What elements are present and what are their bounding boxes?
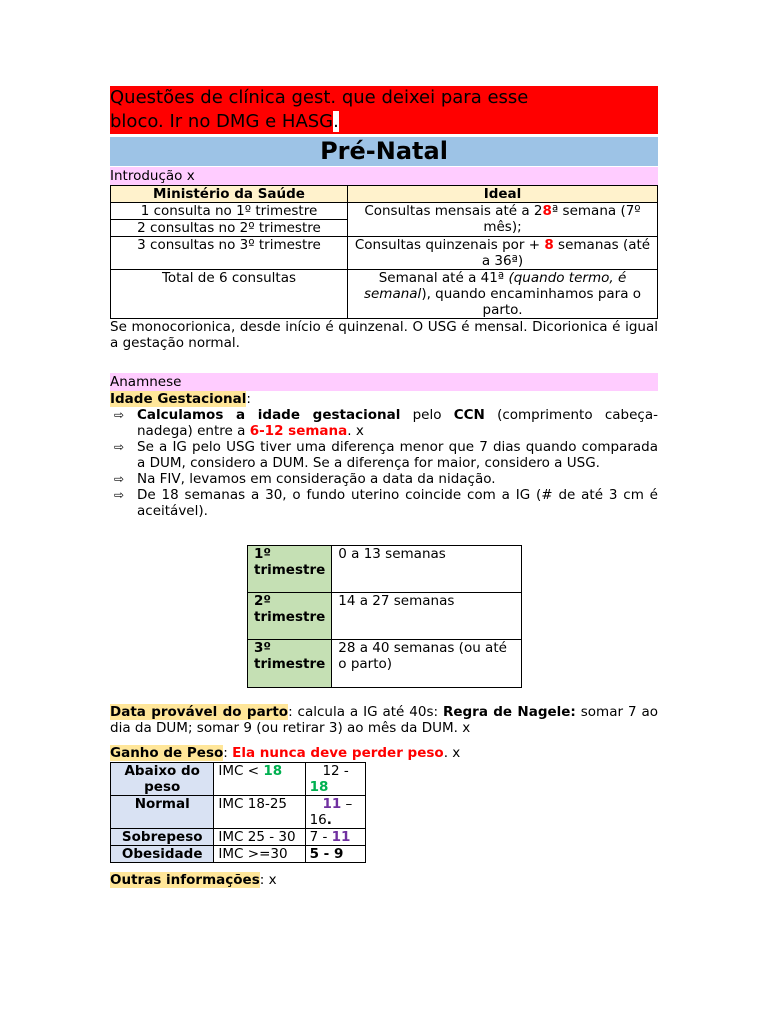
- peso-row-imc: IMC >=30: [214, 846, 305, 863]
- document-page: [110, 86, 658, 519]
- dpp-label: Data provável do parto: [110, 704, 289, 720]
- arrow-icon: ⇨: [114, 488, 125, 502]
- trimester-value: 14 a 27 semanas: [332, 593, 522, 640]
- trimester-label: 1º trimestre: [248, 546, 332, 593]
- list-item: ⇨ Se a IG pelo USG tiver uma diferença menor que 7 dias quando comparada a DUM, considero a DUM. Se a diferença for maior, considero a USG.: [114, 439, 658, 471]
- red-note-period: .: [333, 111, 339, 132]
- peso-row-value: 7 - 11: [305, 829, 365, 846]
- arrow-icon: ⇨: [114, 440, 125, 454]
- dpp-paragraph: Data provável do parto: calcula a IG até 40s: Regra de Nagele: somar 7 ao dia da DUM; somar 9 (ou retirar 3) ao mês da DUM. x: [110, 704, 659, 736]
- peso-row-label: Sobrepeso: [111, 829, 214, 846]
- ig-label-line: Idade Gestacional:: [110, 391, 251, 407]
- outras-label: Outras informações: [110, 872, 260, 888]
- ms-row-3: 3 consultas no 3º trimestre: [111, 237, 348, 270]
- peso-row-value: 11 – 16.: [305, 796, 365, 829]
- ig-bullets: [110, 407, 658, 519]
- trimester-label: 2º trimestre: [248, 593, 332, 640]
- intro-note: Se monocorionica, desde início é quinzenal. O USG é mensal. Dicorionica é igual a gestação normal.: [110, 319, 658, 351]
- ig-label: Idade Gestacional: [110, 391, 247, 407]
- anamnese-heading: Anamnese: [110, 373, 658, 391]
- peso-warning: Ela nunca deve perder peso: [232, 745, 444, 761]
- peso-row-value: 5 - 9: [305, 846, 365, 863]
- lower-section: [110, 704, 658, 888]
- peso-row-imc: IMC < 18: [214, 763, 305, 796]
- ideal-row-1: Consultas mensais até a 28ª semana (7º mês);: [348, 203, 658, 237]
- red-note: [110, 86, 658, 134]
- peso-table: [110, 762, 366, 863]
- outras-line: Outras informações: x: [110, 872, 277, 888]
- ms-row-4: Total de 6 consultas: [111, 270, 348, 319]
- peso-row-label: Obesidade: [111, 846, 214, 863]
- peso-label: Ganho de Peso: [110, 745, 224, 761]
- trimester-value: 0 a 13 semanas: [332, 546, 522, 593]
- ideal-header: Ideal: [348, 186, 658, 203]
- intro-heading: Introdução x: [110, 167, 658, 185]
- arrow-icon: ⇨: [114, 472, 125, 486]
- ms-row-1: 1 consulta no 1º trimestre: [111, 203, 348, 220]
- peso-row-value: 12 - 18: [305, 763, 365, 796]
- list-item: ⇨ Na FIV, levamos em consideração a data da nidação.: [114, 471, 496, 487]
- ms-row-2: 2 consultas no 2º trimestre: [111, 220, 348, 237]
- trimester-table: [247, 545, 522, 688]
- peso-row-label: Normal: [111, 796, 214, 829]
- ideal-row-3: Semanal até a 41ª (quando termo, é semanal), quando encaminhamos para o parto.: [348, 270, 658, 319]
- peso-row-label: Abaixo do peso: [111, 763, 214, 796]
- list-item: ⇨ Calculamos a idade gestacional pelo CCN (comprimento cabeça-nadega) entre a 6-12 semana. x: [114, 407, 658, 439]
- red-note-line1: Questões de clínica gest. que deixei para esse: [110, 87, 529, 108]
- ms-header: Ministério da Saúde: [111, 186, 348, 203]
- trimester-value: 28 a 40 semanas (ou até o parto): [332, 640, 522, 688]
- list-item: ⇨ De 18 semanas a 30, o fundo uterino coincide com a IG (# de até 3 cm é aceitável).: [114, 487, 658, 519]
- arrow-icon: ⇨: [114, 408, 125, 422]
- page-title: Pré-Natal: [110, 137, 658, 166]
- ideal-row-2: Consultas quinzenais por + 8 semanas (até a 36ª): [348, 237, 658, 270]
- red-note-line2: bloco. Ir no DMG e HASG: [110, 111, 334, 132]
- ms-table: [110, 185, 658, 319]
- trimester-label: 3º trimestre: [248, 640, 332, 688]
- peso-line: Ganho de Peso: Ela nunca deve perder peso. x: [110, 745, 461, 761]
- peso-row-imc: IMC 18-25: [214, 796, 305, 829]
- peso-row-imc: IMC 25 - 30: [214, 829, 305, 846]
